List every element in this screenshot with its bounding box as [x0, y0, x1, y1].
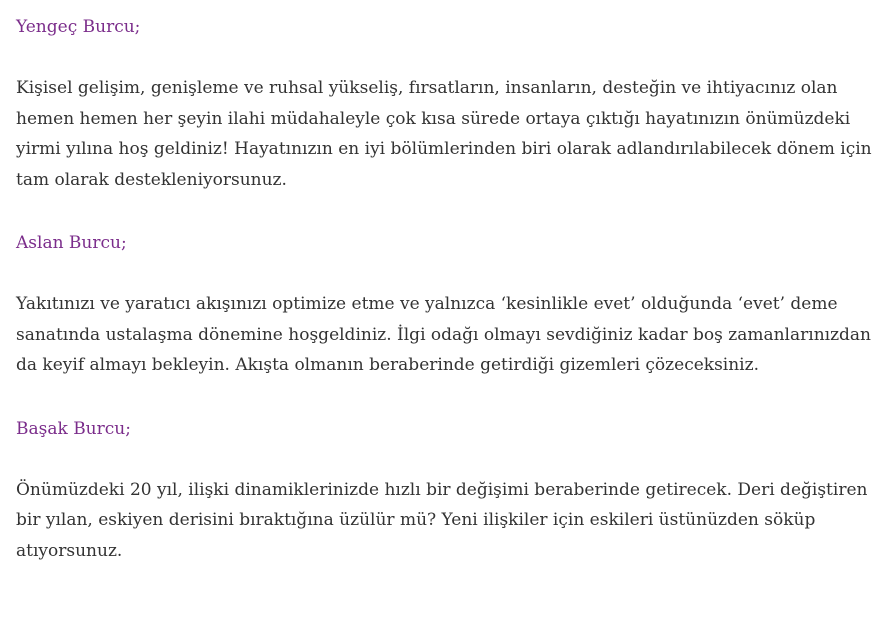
section-text-aslan: Yakıtınızı ve yaratıcı akışınızı optimize etme ve yalnızca ‘kesinlikle evet’ olduğunda ‘evet’ deme sanatında ustalaşma dönemine hoşgeldiniz. İlgi odağı olmayı sevdiğiniz kadar boş zamanlarınızdan da keyif almayı bekleyin. Akışta olmanın beraberinde getirdiği gizemleri çözeceksiniz. — [16, 294, 871, 375]
section-text-yengec: Kişisel gelişim, genişleme ve ruhsal yükseliş, fırsatların, insanların, desteğin ve ihtiyacınız olan hemen hemen her şeyin ilahi müdahaleyle çok kısa sürede ortaya çıktığı hayatınızın önümüzdeki yirmi yılına hoş geldiniz! Hayatınızın en iyi bölümlerinden biri olarak adlandırılabilecek dönem için tam olarak destekleniyorsunuz. — [16, 78, 872, 190]
section-heading-aslan: Aslan Burcu; — [16, 233, 127, 253]
section-heading-basak: Başak Burcu; — [16, 418, 131, 439]
article-content — [16, 12, 872, 566]
section-text-basak: Önümüzdeki 20 yıl, ilişki dinamiklerinizde hızlı bir değişimi beraberinde getirecek. Deri değiştiren bir yılan, eskiyen derisini bıraktığına üzülür mü? Yeni ilişkiler için eskileri üstünüzden söküp atıyorsunuz. — [16, 479, 868, 561]
section-heading-yengec: Yengeç Burcu; — [16, 17, 141, 37]
